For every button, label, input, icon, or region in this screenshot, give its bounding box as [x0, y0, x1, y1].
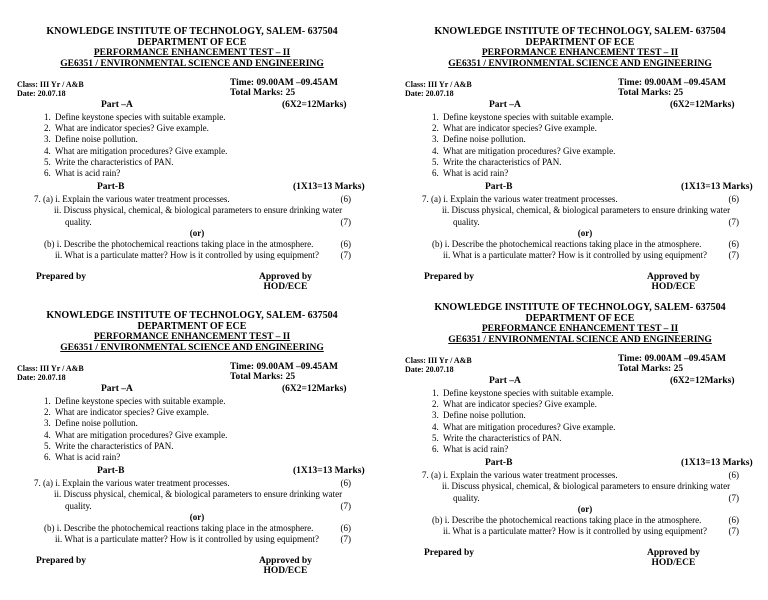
test-name: PERFORMANCE ENHANCEMENT TEST – II: [93, 332, 291, 342]
question-text: ii. Discuss physical, chemical, & biological parameters to ensure drinking water: [442, 205, 731, 216]
question-paper-bottom-right: [405, 302, 755, 592]
question-marks: (7): [340, 533, 351, 544]
institute-title: KNOWLEDGE INSTITUTE OF TECHNOLOGY, SALEM- 637504: [46, 310, 338, 321]
question-text: 7. (a) i. Explain the various water treatment processes.: [422, 470, 618, 481]
exam-meta: [405, 78, 755, 100]
exam-meta: [17, 78, 367, 100]
class-info: Class: III Yr / A&B: [405, 356, 472, 365]
prepared-by: Prepared by: [424, 548, 475, 559]
question-7b-ii: [405, 526, 755, 537]
question-7b-i: [17, 239, 367, 250]
part-a-title: Part –A: [489, 376, 521, 386]
question-7b-i: [405, 239, 755, 250]
exam-time: Time: 09.00AM –09.45AM: [618, 354, 727, 364]
part-a-heading: [405, 100, 755, 112]
exam-meta: [405, 354, 755, 376]
total-marks: Total Marks: 25: [618, 364, 684, 374]
question-text: (b) i. Describe the photochemical reactions taking place in the atmosphere.: [432, 514, 702, 525]
question-marks: (6): [728, 470, 739, 481]
approval-block: [259, 272, 312, 292]
question-7a-i: [17, 478, 367, 489]
part-a-marks: (6X2=12Marks): [670, 376, 735, 386]
part-b-marks: (1X13=13 Marks): [293, 182, 365, 193]
list-item: 6. What is acid rain?: [53, 452, 367, 463]
list-item: 2. What are indicator species? Give example.: [441, 399, 755, 410]
part-a-questions: [405, 112, 755, 179]
part-a-questions: [405, 388, 755, 455]
question-text: (b) i. Describe the photochemical reactions taking place in the atmosphere.: [432, 238, 702, 249]
course-title: GE6351 / ENVIRONMENTAL SCIENCE AND ENGINEERING: [60, 343, 324, 353]
question-7a-i: [405, 470, 755, 481]
list-item: 4. What are mitigation procedures? Give example.: [441, 146, 755, 157]
approval-block: [647, 548, 700, 568]
list-item: 6. What is acid rain?: [441, 168, 755, 179]
approved-by: Approved by: [647, 548, 700, 559]
part-b-questions: [405, 194, 755, 261]
class-info: Class: III Yr / A&B: [17, 364, 84, 373]
part-b-title: Part-B: [485, 458, 513, 469]
question-marks: (7): [340, 216, 351, 227]
list-item: 2. What are indicator species? Give example.: [53, 407, 367, 418]
part-a-heading: [405, 376, 755, 388]
part-a-heading: [17, 100, 367, 112]
course-title: GE6351 / ENVIRONMENTAL SCIENCE AND ENGINEERING: [448, 59, 712, 69]
question-marks: (7): [728, 525, 739, 536]
question-marks: (6): [728, 194, 739, 205]
question-7a-i: [17, 194, 367, 205]
list-item: 5. Write the characteristics of PAN.: [441, 157, 755, 168]
question-marks: (7): [728, 216, 739, 227]
exam-time: Time: 09.00AM –09.45AM: [230, 362, 339, 372]
question-text: ii. Discuss physical, chemical, & biological parameters to ensure drinking water: [442, 481, 731, 492]
part-b-questions: [17, 194, 367, 261]
part-b-marks: (1X13=13 Marks): [681, 182, 753, 193]
list-item: 1. Define keystone species with suitable example.: [441, 388, 755, 399]
list-item: 5. Write the characteristics of PAN.: [53, 157, 367, 168]
question-text: ii. What is a particulate matter? How is it controlled by using equipment?: [443, 525, 708, 536]
question-7b-ii: [17, 534, 367, 545]
part-b-title: Part-B: [97, 466, 125, 477]
class-info: Class: III Yr / A&B: [405, 80, 472, 89]
list-item: 4. What are mitigation procedures? Give example.: [53, 146, 367, 157]
approver-name: HOD/ECE: [651, 282, 696, 293]
department-title: DEPARTMENT OF ECE: [137, 321, 247, 332]
question-text: ii. Discuss physical, chemical, & biological parameters to ensure drinking water: [54, 205, 343, 216]
list-item: 6. What is acid rain?: [441, 444, 755, 455]
part-b-questions: [17, 478, 367, 545]
exam-date: Date: 20.07.18: [405, 365, 454, 374]
question-7a-ii: [405, 205, 755, 216]
department-title: DEPARTMENT OF ECE: [525, 37, 635, 48]
exam-date: Date: 20.07.18: [17, 89, 66, 98]
part-b-questions: [405, 470, 755, 537]
question-7a-ii-continued: [405, 217, 755, 228]
signatures: [405, 272, 755, 294]
question-marks: (6): [340, 194, 351, 205]
part-b-heading: [17, 466, 367, 478]
list-item: 5. Write the characteristics of PAN.: [441, 433, 755, 444]
question-text: ii. What is a particulate matter? How is it controlled by using equipment?: [55, 533, 320, 544]
test-name: PERFORMANCE ENHANCEMENT TEST – II: [481, 48, 679, 58]
or-separator: (or): [577, 503, 593, 514]
signatures: [17, 556, 367, 578]
part-a-title: Part –A: [101, 100, 133, 110]
list-item: 3. Define noise pollution.: [53, 418, 367, 429]
signatures: [17, 272, 367, 294]
question-7a-ii-continued: [17, 217, 367, 228]
or-separator: (or): [189, 227, 205, 238]
exam-date: Date: 20.07.18: [17, 373, 66, 382]
total-marks: Total Marks: 25: [230, 88, 296, 98]
department-title: DEPARTMENT OF ECE: [137, 37, 247, 48]
part-a-questions: [17, 396, 367, 463]
or-separator: (or): [189, 511, 205, 522]
total-marks: Total Marks: 25: [230, 372, 296, 382]
part-a-marks: (6X2=12Marks): [282, 100, 347, 110]
list-item: 1. Define keystone species with suitable example.: [53, 396, 367, 407]
approver-name: HOD/ECE: [263, 566, 308, 577]
institute-title: KNOWLEDGE INSTITUTE OF TECHNOLOGY, SALEM- 637504: [46, 26, 338, 37]
question-paper-bottom-left: [17, 310, 367, 600]
approver-name: HOD/ECE: [263, 282, 308, 293]
list-item: 3. Define noise pollution.: [53, 134, 367, 145]
question-text: (b) i. Describe the photochemical reactions taking place in the atmosphere.: [44, 522, 314, 533]
question-marks: (7): [728, 492, 739, 503]
prepared-by: Prepared by: [36, 556, 87, 567]
list-item: 4. What are mitigation procedures? Give example.: [441, 422, 755, 433]
exam-time: Time: 09.00AM –09.45AM: [230, 78, 339, 88]
question-7b-i: [17, 523, 367, 534]
question-text: 7. (a) i. Explain the various water treatment processes.: [422, 194, 618, 205]
total-marks: Total Marks: 25: [618, 88, 684, 98]
question-marks: (7): [728, 249, 739, 260]
part-b-marks: (1X13=13 Marks): [681, 458, 753, 469]
question-text: quality.: [453, 492, 480, 503]
list-item: 2. What are indicator species? Give example.: [441, 123, 755, 134]
course-title: GE6351 / ENVIRONMENTAL SCIENCE AND ENGINEERING: [448, 335, 712, 345]
part-a-title: Part –A: [489, 100, 521, 110]
list-item: 6. What is acid rain?: [53, 168, 367, 179]
question-7b-i: [405, 515, 755, 526]
or-separator: (or): [577, 227, 593, 238]
question-text: ii. Discuss physical, chemical, & biological parameters to ensure drinking water: [54, 489, 343, 500]
part-b-marks: (1X13=13 Marks): [293, 466, 365, 477]
question-text: 7. (a) i. Explain the various water treatment processes.: [34, 478, 230, 489]
question-7b-ii: [405, 250, 755, 261]
exam-meta: [17, 362, 367, 384]
question-text: ii. What is a particulate matter? How is it controlled by using equipment?: [55, 249, 320, 260]
list-item: 2. What are indicator species? Give example.: [53, 123, 367, 134]
list-item: 5. Write the characteristics of PAN.: [53, 441, 367, 452]
approval-block: [259, 556, 312, 576]
prepared-by: Prepared by: [424, 272, 475, 283]
part-a-marks: (6X2=12Marks): [670, 100, 735, 110]
question-text: quality.: [65, 500, 92, 511]
list-item: 1. Define keystone species with suitable example.: [441, 112, 755, 123]
question-paper-top-left: [17, 26, 367, 316]
test-name: PERFORMANCE ENHANCEMENT TEST – II: [93, 48, 291, 58]
list-item: 1. Define keystone species with suitable example.: [53, 112, 367, 123]
question-paper-top-right: [405, 26, 755, 316]
list-item: 3. Define noise pollution.: [441, 134, 755, 145]
department-title: DEPARTMENT OF ECE: [525, 313, 635, 324]
approver-name: HOD/ECE: [651, 558, 696, 569]
approved-by: Approved by: [259, 556, 312, 567]
approved-by: Approved by: [647, 272, 700, 283]
approval-block: [647, 272, 700, 292]
question-marks: (6): [340, 522, 351, 533]
question-marks: (6): [340, 238, 351, 249]
test-name: PERFORMANCE ENHANCEMENT TEST – II: [481, 324, 679, 334]
question-7a-ii-continued: [405, 493, 755, 504]
signatures: [405, 548, 755, 570]
question-marks: (7): [340, 249, 351, 260]
course-title: GE6351 / ENVIRONMENTAL SCIENCE AND ENGINEERING: [60, 59, 324, 69]
exam-time: Time: 09.00AM –09.45AM: [618, 78, 727, 88]
question-text: (b) i. Describe the photochemical reactions taking place in the atmosphere.: [44, 238, 314, 249]
exam-date: Date: 20.07.18: [405, 89, 454, 98]
part-b-heading: [405, 458, 755, 470]
part-a-marks: (6X2=12Marks): [282, 384, 347, 394]
question-7a-ii: [17, 205, 367, 216]
question-7a-i: [405, 194, 755, 205]
question-marks: (6): [728, 238, 739, 249]
part-b-title: Part-B: [485, 182, 513, 193]
approved-by: Approved by: [259, 272, 312, 283]
question-text: quality.: [65, 216, 92, 227]
part-a-questions: [17, 112, 367, 179]
question-7a-ii-continued: [17, 501, 367, 512]
question-marks: (6): [340, 478, 351, 489]
question-7a-ii: [405, 481, 755, 492]
list-item: 3. Define noise pollution.: [441, 410, 755, 421]
part-b-heading: [405, 182, 755, 194]
part-b-title: Part-B: [97, 182, 125, 193]
prepared-by: Prepared by: [36, 272, 87, 283]
class-info: Class: III Yr / A&B: [17, 80, 84, 89]
question-7b-ii: [17, 250, 367, 261]
part-b-heading: [17, 182, 367, 194]
part-a-title: Part –A: [101, 384, 133, 394]
question-marks: (6): [728, 514, 739, 525]
question-marks: (7): [340, 500, 351, 511]
question-7a-ii: [17, 489, 367, 500]
question-text: quality.: [453, 216, 480, 227]
question-text: ii. What is a particulate matter? How is it controlled by using equipment?: [443, 249, 708, 260]
institute-title: KNOWLEDGE INSTITUTE OF TECHNOLOGY, SALEM- 637504: [434, 302, 726, 313]
list-item: 4. What are mitigation procedures? Give example.: [53, 430, 367, 441]
institute-title: KNOWLEDGE INSTITUTE OF TECHNOLOGY, SALEM- 637504: [434, 26, 726, 37]
part-a-heading: [17, 384, 367, 396]
question-text: 7. (a) i. Explain the various water treatment processes.: [34, 194, 230, 205]
